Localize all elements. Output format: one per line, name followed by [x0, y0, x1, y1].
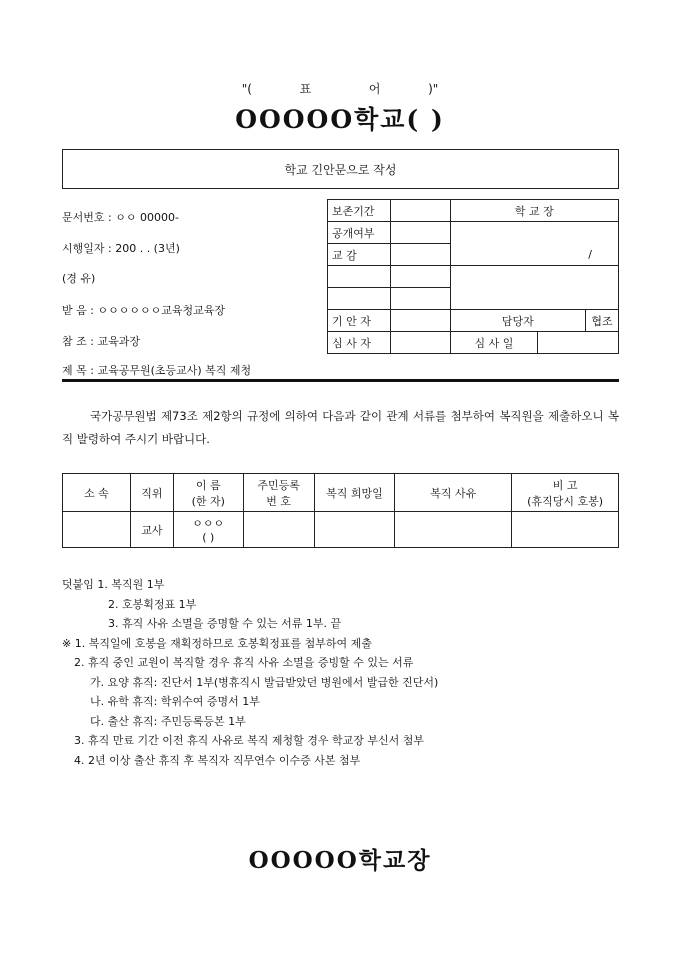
sign-slash: / [588, 248, 592, 261]
exec-date: 시행일자 : 200 . . (3년) [62, 242, 180, 255]
approval-table [327, 199, 619, 354]
cooperation-label: 협조 [586, 310, 619, 332]
disclosure-label: 공개여부 [328, 222, 391, 244]
reviewer-value [390, 332, 450, 354]
blank-value-2 [390, 288, 450, 310]
header-id-top: 주민등록 [257, 478, 300, 492]
cell-affiliation [63, 512, 131, 548]
cell-position: 교사 [130, 512, 173, 548]
header-name-top: 이 름 [195, 478, 221, 492]
blank-sign-cell [450, 266, 618, 310]
audit-label: 교 감 [328, 244, 391, 266]
header-desired-date: 복직 희망일 [314, 474, 395, 512]
reviewer-label: 심 사 자 [328, 332, 391, 354]
principal-signature-title: OOOOO학교장 [248, 847, 432, 874]
audit-value [390, 244, 450, 266]
retention-label: 보존기간 [328, 200, 391, 222]
doc-number: 문서번호 : ㅇㅇ 00000- [62, 211, 179, 224]
cell-name-top: ㅇㅇㅇ [192, 517, 225, 530]
note-subline: 나. 유학 휴직: 학위수여 증명서 1부 [90, 695, 260, 708]
drafter-label: 기 안 자 [328, 310, 391, 332]
drafter-value [390, 310, 450, 332]
note-line: 2. 휴직 중인 교원이 복직할 경우 휴직 사유 소멸을 증빙할 수 있는 서류 [74, 656, 414, 669]
document-title: OOOOO학교( ) [235, 105, 445, 134]
retention-value [390, 200, 450, 222]
motto-word-1: 표 [299, 82, 312, 96]
motto-close: )" [428, 82, 439, 96]
header-affiliation: 소 속 [63, 474, 131, 512]
attachments-block [62, 575, 438, 770]
header-position: 직위 [130, 474, 173, 512]
draft-note-box [62, 149, 619, 189]
disclosure-value [390, 222, 450, 244]
header-reason: 복직 사유 [395, 474, 512, 512]
header-id-bottom: 번 호 [266, 494, 291, 508]
blank-value-1 [390, 266, 450, 288]
draft-note-text: 학교 긴안문으로 작성 [284, 162, 397, 177]
header-note [512, 474, 619, 512]
attachment-line: 덧붙임 1. 복직원 1부 [62, 578, 165, 591]
motto-line [0, 80, 680, 97]
note-subline: 다. 출산 휴직: 주민등록등본 1부 [90, 714, 246, 728]
note-subline: 가. 요양 휴직: 진단서 1부(병휴직시 발급받았던 병원에서 발급한 진단서) [90, 675, 439, 689]
motto-word-2: 어 [368, 82, 381, 96]
header-id [243, 474, 314, 512]
via-line: (경 유) [62, 272, 96, 285]
cell-name [173, 512, 243, 548]
note-line: 4. 2년 이상 출산 휴직 후 복직자 직무연수 이수증 사본 첨부 [74, 753, 361, 767]
cell-desired-date [314, 512, 395, 548]
attachment-line: 2. 호봉획정표 1부 [108, 597, 197, 611]
reference-line: 참 조 : 교육과장 [62, 335, 140, 348]
principal-sign-cell [450, 222, 618, 266]
request-body-text: 국가공무원법 제73조 제2항의 규정에 의하여 다음과 같이 관계 서류를 첨부하여 복직원을 제출하오니 복직 발령하여 주시기 바랍니다. [62, 409, 619, 446]
subject-line: 제 목 : 교육공무원(초등교사) 복직 제청 [62, 364, 252, 377]
reinstatement-table [62, 473, 619, 548]
cell-name-bottom: ( ) [202, 531, 215, 544]
header-note-top: 비 고 [552, 478, 578, 492]
review-date-value [538, 332, 619, 354]
attachment-line: 3. 휴직 사유 소멸을 증명할 수 있는 서류 1부. 끝 [108, 617, 342, 630]
principal-label: 학 교 장 [450, 200, 618, 222]
recipient-line: 받 음 : ㅇㅇㅇㅇㅇㅇ교육청교육장 [62, 304, 225, 317]
blank-label-2 [328, 288, 391, 310]
header-name [173, 474, 243, 512]
cell-note [512, 512, 619, 548]
note-line: 3. 휴직 만료 기간 이전 휴직 사유로 복직 제청할 경우 학교장 부신서 첨부 [74, 734, 424, 747]
manager-label: 담당자 [450, 310, 585, 332]
header-name-bottom: (한 자) [191, 494, 225, 508]
blank-label-1 [328, 266, 391, 288]
header-divider [62, 379, 619, 382]
cell-id [243, 512, 314, 548]
review-date-label: 심 사 일 [450, 332, 538, 354]
cell-reason [395, 512, 512, 548]
note-line: ※ 1. 복직일에 호봉을 재획정하므로 호봉획정표를 첨부하여 제출 [62, 636, 372, 650]
motto-open: "( [241, 82, 252, 96]
header-note-bottom: (휴직당시 호봉) [527, 494, 603, 508]
